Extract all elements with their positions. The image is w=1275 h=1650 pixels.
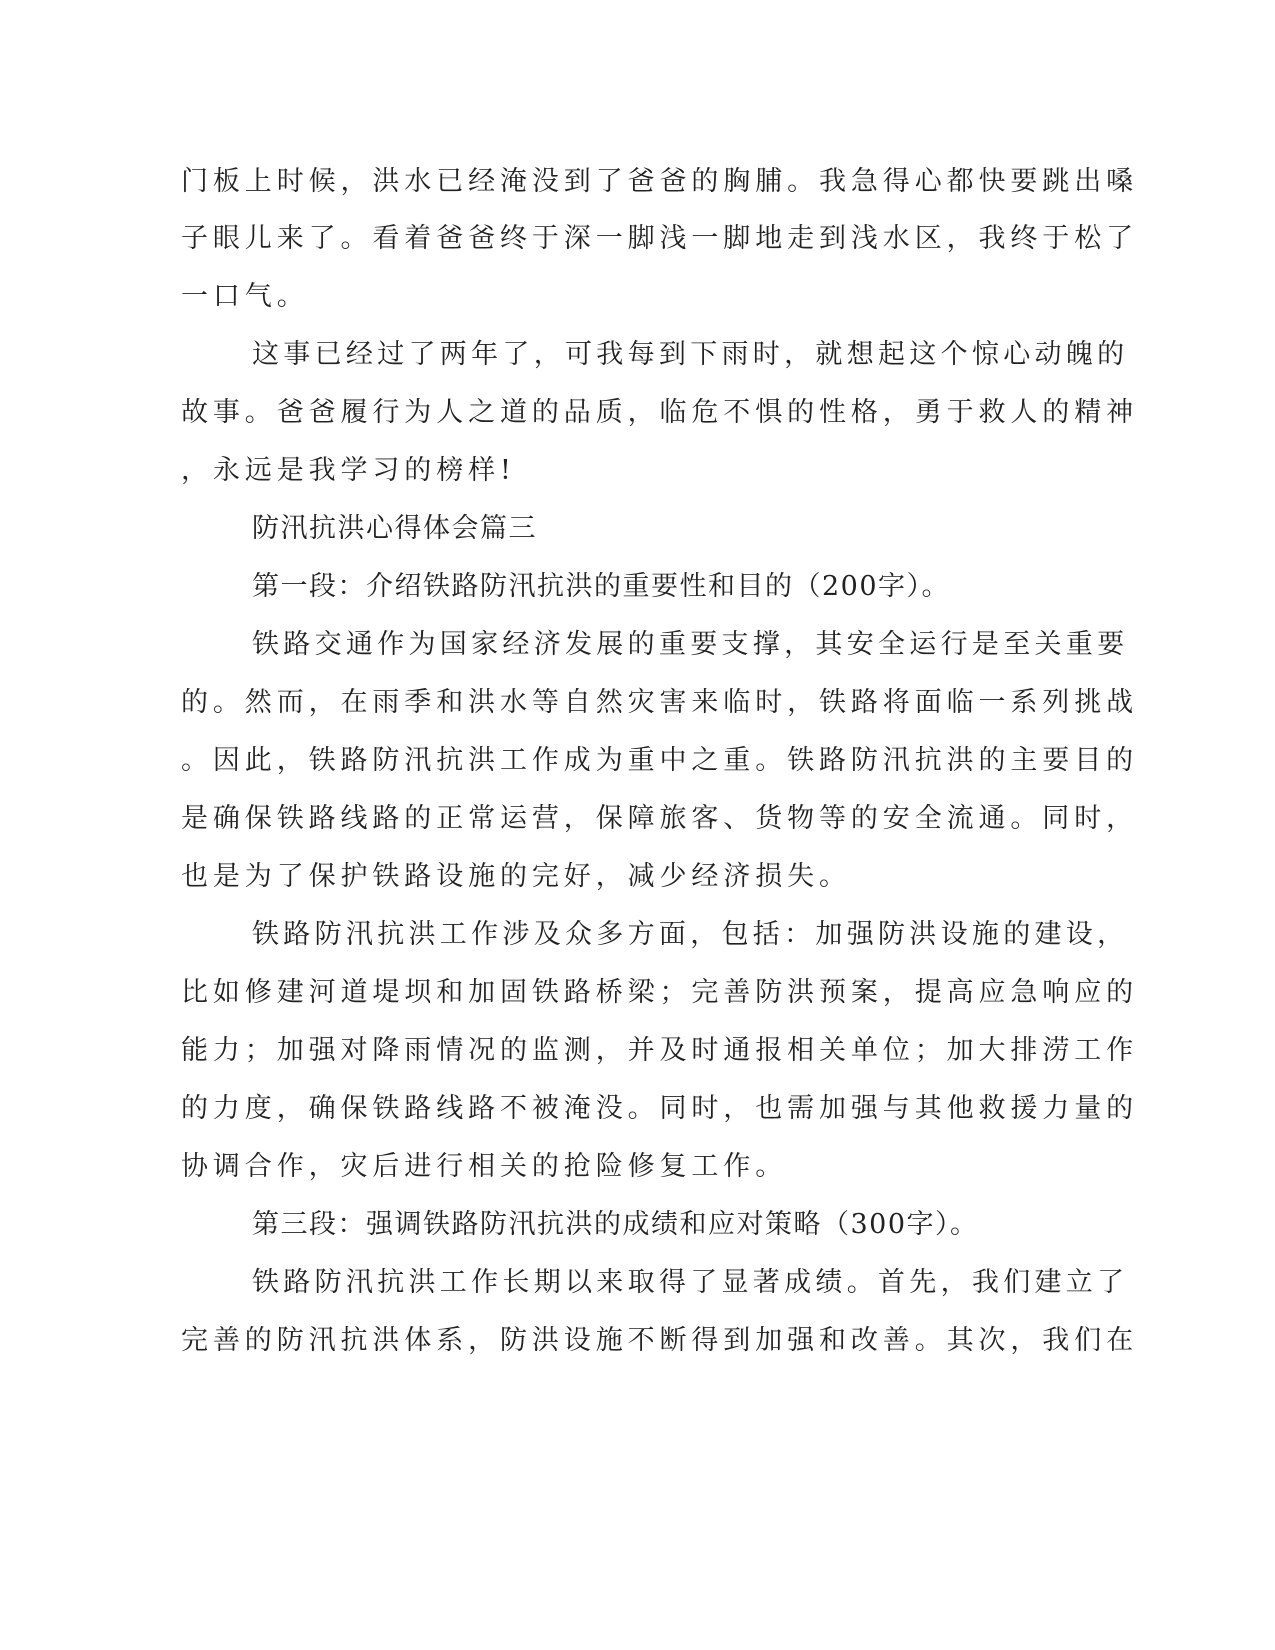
text-line: 铁路交通作为国家经济发展的重要支撑，其安全运行是至关重要 <box>252 629 1129 660</box>
text-line: ，永远是我学习的榜样! <box>181 455 516 486</box>
text-line: 铁路防汛抗洪工作长期以来取得了显著成绩。首先，我们建立了 <box>252 1267 1129 1298</box>
text-line: 门板上时候，洪水已经淹没到了爸爸的胸脯。我急得心都快要跳出嗓 <box>181 166 1138 197</box>
text-line: 子眼儿来了。看着爸爸终于深一脚浅一脚地走到浅水区，我终于松了 <box>181 223 1138 254</box>
text-line: 。因此，铁路防汛抗洪工作成为重中之重。铁路防汛抗洪的主要目的 <box>181 745 1138 776</box>
paragraph-heading: 第一段：介绍铁路防汛抗洪的重要性和目的（200字）。 <box>252 571 951 602</box>
text-line: 故事。爸爸履行为人之道的品质，临危不惧的性格，勇于救人的精神 <box>181 397 1138 428</box>
text-line: 协调合作，灾后进行相关的抢险修复工作。 <box>181 1151 788 1182</box>
text-line: 能力；加强对降雨情况的监测，并及时通报相关单位；加大排涝工作 <box>181 1035 1138 1066</box>
text-line: 也是为了保护铁路设施的完好，减少经济损失。 <box>181 861 851 892</box>
text-line: 这事已经过了两年了，可我每到下雨时，就想起这个惊心动魄的 <box>252 339 1129 370</box>
text-line: 的力度，确保铁路线路不被淹没。同时，也需加强与其他救援力量的 <box>181 1093 1138 1124</box>
text-line: 是确保铁路线路的正常运营，保障旅客、货物等的安全流通。同时， <box>181 803 1138 834</box>
text-line: 的。然而，在雨季和洪水等自然灾害来临时，铁路将面临一系列挑战 <box>181 687 1138 718</box>
text-line: 铁路防汛抗洪工作涉及众多方面，包括：加强防洪设施的建设， <box>252 919 1129 950</box>
text-line: 一口气。 <box>181 281 309 312</box>
text-line: 完善的防汛抗洪体系，防洪设施不断得到加强和改善。其次，我们在 <box>181 1325 1138 1356</box>
text-line: 比如修建河道堤坝和加固铁路桥梁；完善防洪预案，提高应急响应的 <box>181 977 1138 1008</box>
paragraph-heading: 第三段：强调铁路防汛抗洪的成绩和应对策略（300字）。 <box>252 1209 979 1240</box>
section-heading: 防汛抗洪心得体会篇三 <box>252 513 537 544</box>
